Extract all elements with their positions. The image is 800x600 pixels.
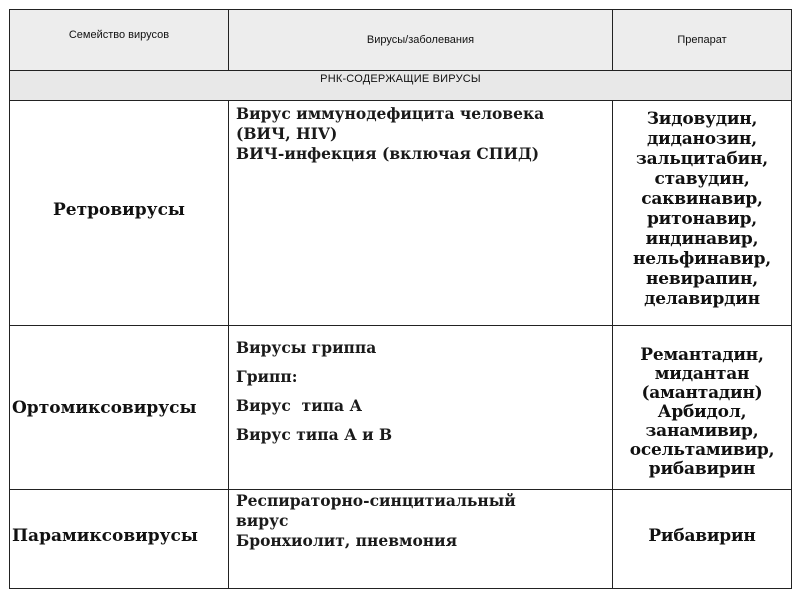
drugs-cell [613,326,791,489]
table-row [10,490,791,588]
section-banner [10,71,791,101]
drug-line: рибавирин [648,459,756,479]
section-title: РНК-СОДЕРЖАЩИЕ ВИРУСЫ [320,73,481,85]
drug-line: осельтамивир, [629,440,775,460]
drugs-cell [613,101,791,325]
drug-line: зальцитабин, [635,149,768,169]
virus-drug-table [9,9,792,589]
family-cell [10,101,229,325]
drug-line: Ремантадин, [640,345,764,365]
drug-line: ритонавир, [646,209,758,229]
virus-line: Вирусы гриппа [236,338,377,357]
drug-line: (амантадин) [641,383,763,403]
drug-line: мидантан [654,364,750,384]
viruses-cell [229,490,613,588]
drug-line: невирапин, [646,269,758,289]
header-drug-cell [613,10,791,70]
virus-line: Вирус типа А [236,396,363,415]
virus-line: вирус [236,511,289,530]
drug-line: диданозин, [647,129,757,149]
virus-line: Грипп: [236,367,298,386]
virus-line: Вирус типа А и В [236,425,393,444]
drug-line: ставудин, [654,169,750,189]
table-header-row [10,10,791,71]
table-row [10,326,791,490]
header-drug-label: Препарат [677,34,727,46]
viruses-cell [229,101,613,325]
drug-line: занамивир, [645,421,759,441]
drug-line: Арбидол, [657,402,747,422]
family-name: Ретровирусы [53,200,185,220]
family-name: Ортомиксовирусы [12,397,197,418]
drug-line: индинавир, [645,229,759,249]
family-cell [10,490,229,588]
family-name: Парамиксовирусы [12,526,198,546]
header-family-label: Семейство вирусов [68,29,170,41]
drug-line: делавирдин [644,289,760,309]
header-family-cell [10,10,229,70]
table-row [10,101,791,326]
virus-line: ВИЧ-инфекция (включая СПИД) [236,144,540,163]
header-viruses-label: Вирусы/заболевания [366,34,475,46]
virus-line: (ВИЧ, HIV) [236,124,338,143]
virus-line: Респираторно-синцитиальный [236,491,516,510]
family-cell [10,326,229,489]
drugs-cell [613,490,791,588]
drug-line: нельфинавир, [632,249,771,269]
header-viruses-cell [229,10,613,70]
drug-line: саквинавир, [641,189,763,209]
drug-line: Рибавирин [648,526,756,546]
viruses-cell [229,326,613,489]
virus-line: Бронхиолит, пневмония [236,531,458,550]
drug-line: Зидовудин, [646,109,758,129]
virus-line: Вирус иммунодефицита человека [236,104,545,123]
